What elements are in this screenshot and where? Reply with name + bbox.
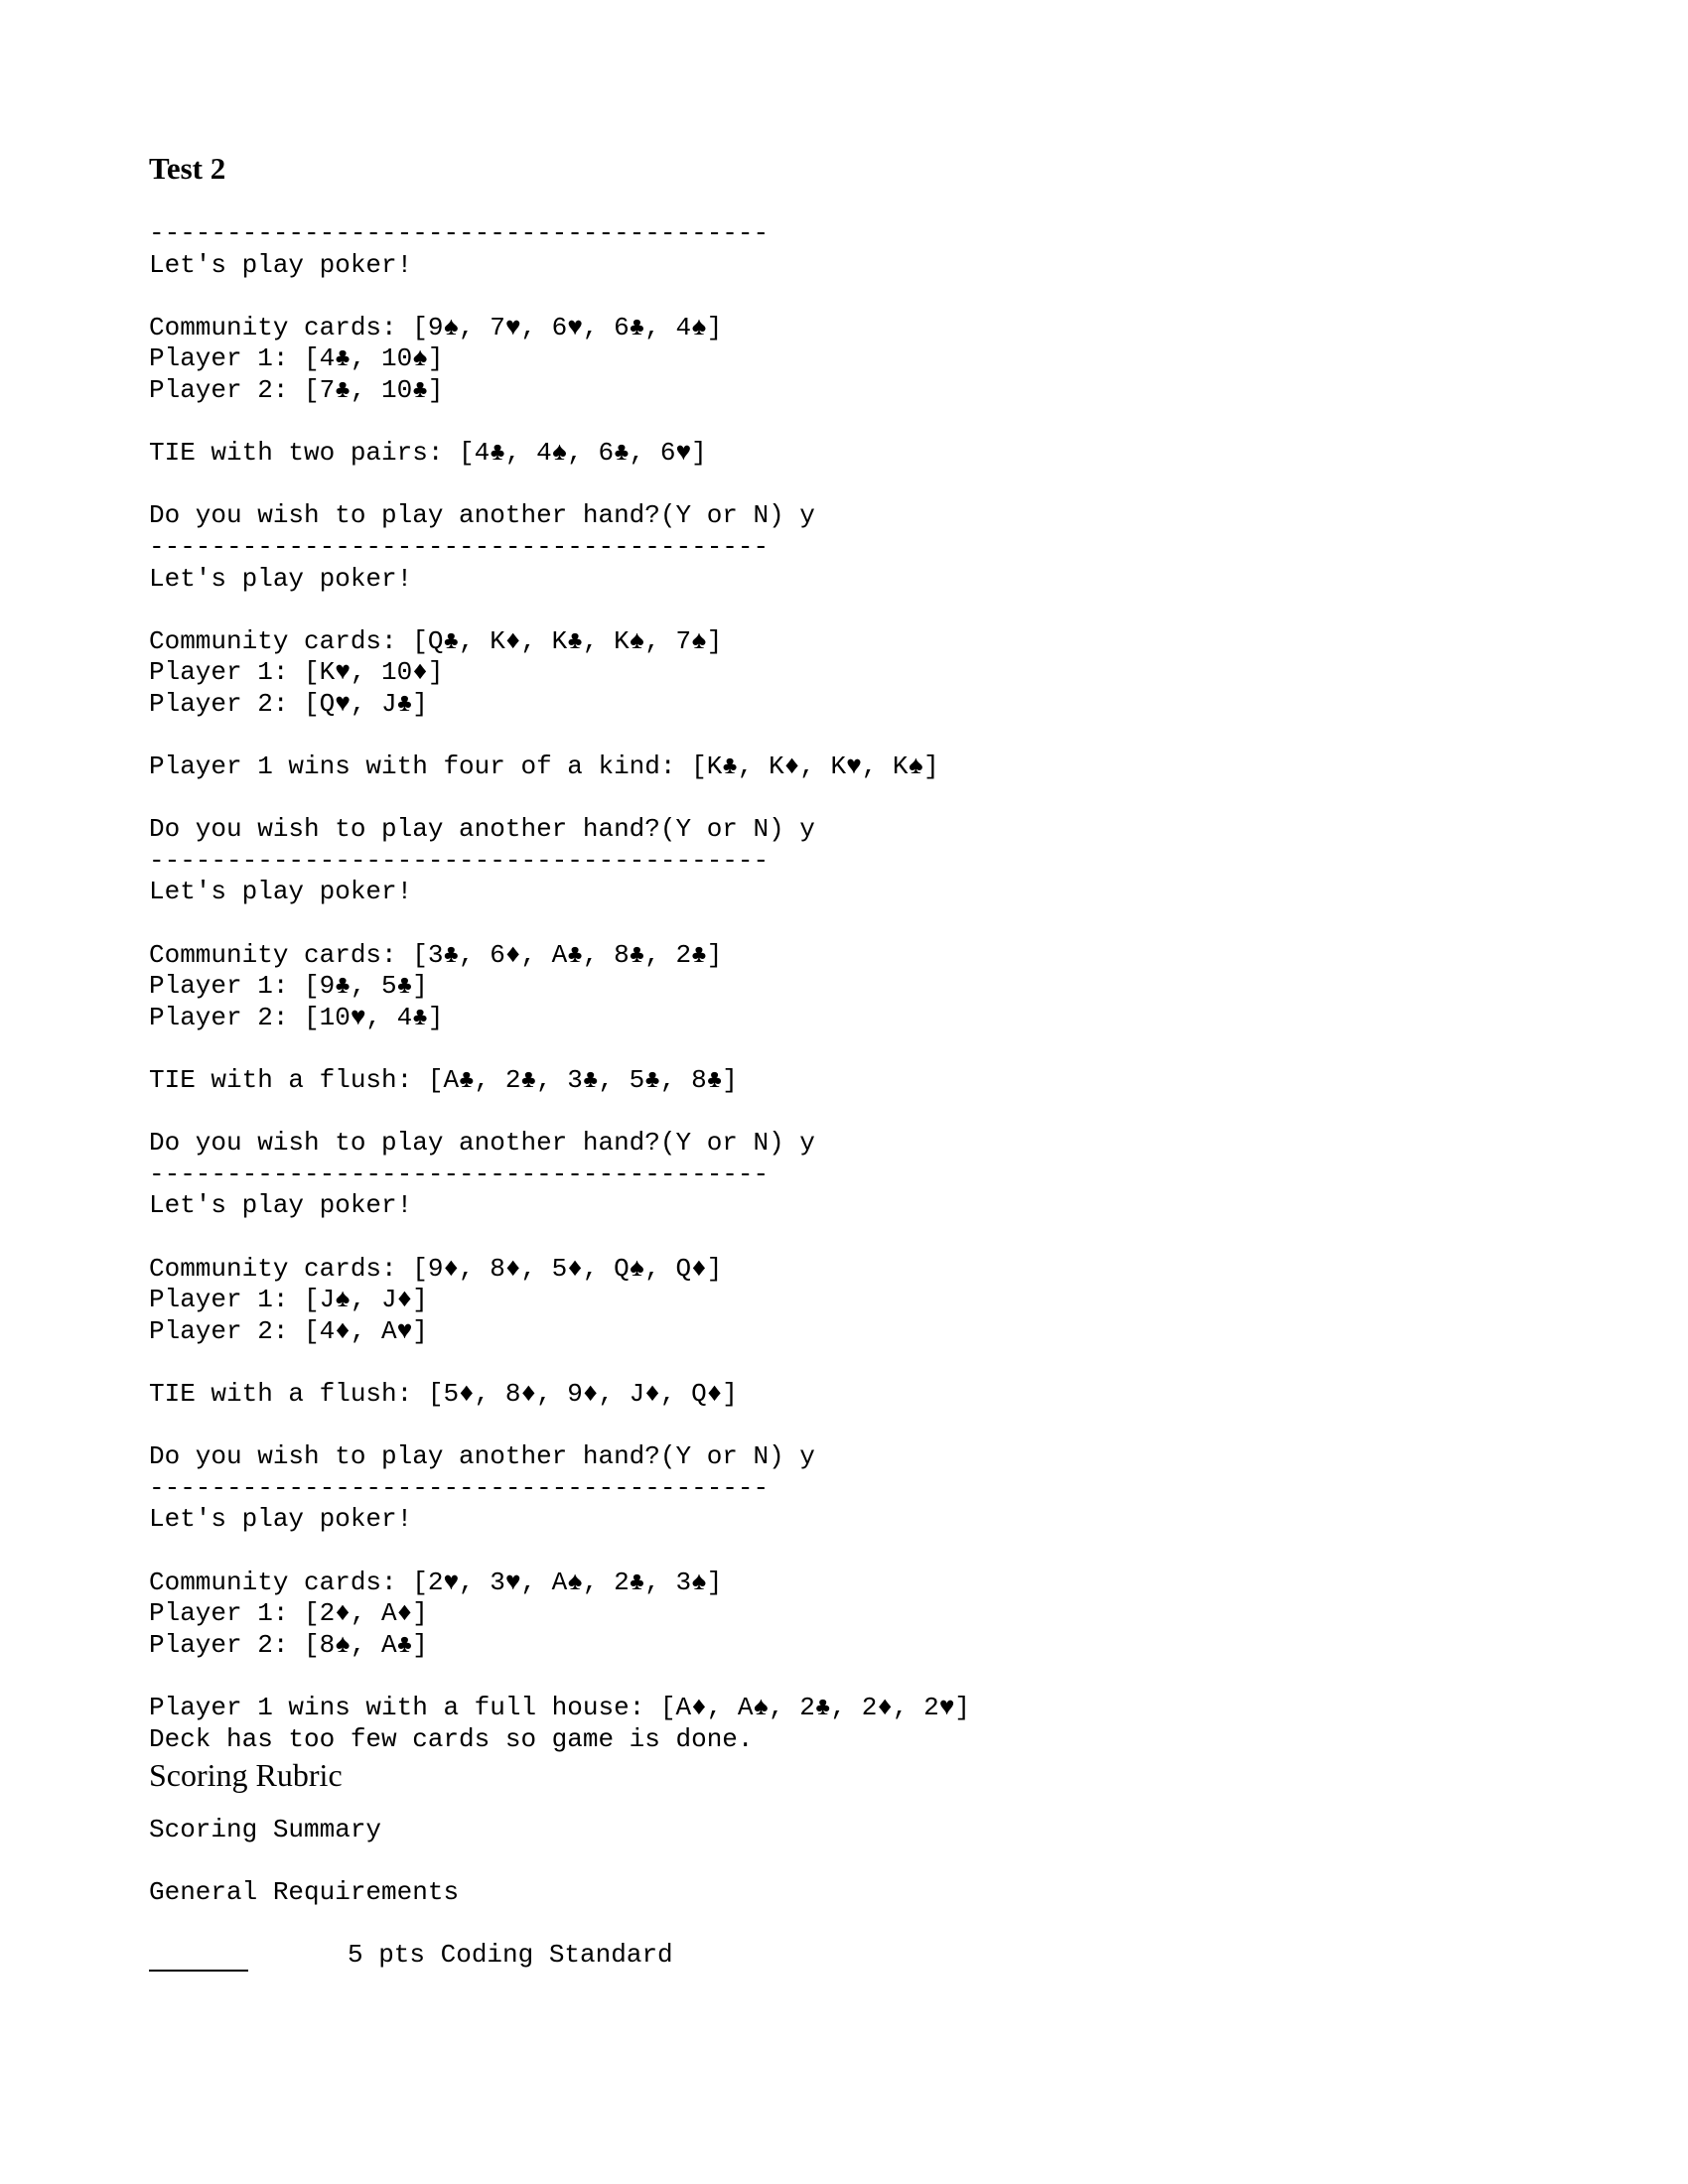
console-line: Let's play poker! — [149, 1190, 413, 1221]
console-line — [149, 595, 1539, 626]
console-line — [149, 1222, 1539, 1254]
general-requirements-label: General Requirements — [149, 1877, 460, 1908]
console-line: Community cards: [9♦, 8♦, 5♦, Q♠, Q♦] — [149, 1253, 723, 1284]
console-line: Player 1: [2♦, A♦] — [149, 1598, 428, 1629]
score-item-label: 5 pts Coding Standard — [348, 1940, 673, 1971]
separator-line: ---------------------------------------- — [149, 1159, 770, 1189]
score-item-row — [149, 1940, 1539, 1972]
console-line: Player 2: [8♠, A♣] — [149, 1629, 428, 1660]
console-line: Let's play poker! — [149, 1504, 413, 1535]
console-line: Player 1: [J♠, J♦] — [149, 1285, 428, 1315]
console-line: Let's play poker! — [149, 249, 413, 280]
separator-line: ---------------------------------------- — [149, 845, 770, 876]
console-line: Community cards: [9♠, 7♥, 6♥, 6♣, 4♠] — [149, 312, 723, 342]
console-line — [149, 721, 1539, 752]
console-line: Player 2: [4♦, A♥] — [149, 1315, 428, 1346]
separator-line: ---------------------------------------- — [149, 218, 770, 248]
console-line: Player 2: [10♥, 4♣] — [149, 1002, 444, 1032]
console-line: Community cards: [3♣, 6♦, A♣, 8♣, 2♣] — [149, 939, 723, 970]
rubric-heading: Scoring Rubric — [149, 1757, 343, 1794]
console-line — [149, 1661, 1539, 1693]
scoring-summary-label: Scoring Summary — [149, 1815, 382, 1845]
console-line: Player 1: [K♥, 10♦] — [149, 657, 444, 688]
console-line: Player 1 wins with four of a kind: [K♣, K♦, K♥, K♠] — [149, 751, 939, 782]
score-blank-line[interactable] — [149, 1946, 248, 1972]
page-title: Test 2 — [149, 151, 226, 186]
console-line: TIE with a flush: [A♣, 2♣, 3♣, 5♣, 8♣] — [149, 1065, 738, 1096]
console-line — [149, 1347, 1539, 1379]
console-line: Do you wish to play another hand?(Y or N) y — [149, 814, 815, 845]
console-output — [149, 218, 1539, 1755]
console-line — [149, 1411, 1539, 1442]
console-line — [149, 1097, 1539, 1129]
console-line — [149, 1033, 1539, 1065]
console-line: Player 1: [4♣, 10♠] — [149, 343, 444, 374]
console-line: Player 1: [9♣, 5♣] — [149, 971, 428, 1002]
console-line: Player 1 wins with a full house: [A♦, A♠, 2♣, 2♦, 2♥] — [149, 1692, 970, 1722]
console-line: Do you wish to play another hand?(Y or N) y — [149, 1128, 815, 1159]
console-line: Deck has too few cards so game is done. — [149, 1723, 754, 1754]
console-line: Player 2: [Q♥, J♣] — [149, 688, 428, 719]
console-line — [149, 1536, 1539, 1568]
console-line — [149, 407, 1539, 439]
document-page — [149, 149, 1539, 1972]
console-line: Let's play poker! — [149, 877, 413, 907]
console-line: TIE with a flush: [5♦, 8♦, 9♦, J♦, Q♦] — [149, 1378, 738, 1409]
console-line: Do you wish to play another hand?(Y or N) y — [149, 1441, 815, 1472]
console-line: Community cards: [2♥, 3♥, A♠, 2♣, 3♠] — [149, 1567, 723, 1597]
console-line — [149, 470, 1539, 501]
console-line: Do you wish to play another hand?(Y or N) y — [149, 500, 815, 531]
console-line: TIE with two pairs: [4♣, 4♠, 6♣, 6♥] — [149, 438, 707, 469]
separator-line: ---------------------------------------- — [149, 1472, 770, 1503]
console-line: Player 2: [7♣, 10♣] — [149, 374, 444, 405]
console-line: Let's play poker! — [149, 563, 413, 594]
console-line: Community cards: [Q♣, K♦, K♣, K♠, 7♠] — [149, 625, 723, 656]
separator-line: ---------------------------------------- — [149, 531, 770, 562]
console-line — [149, 783, 1539, 815]
console-line — [149, 908, 1539, 940]
console-line — [149, 281, 1539, 313]
